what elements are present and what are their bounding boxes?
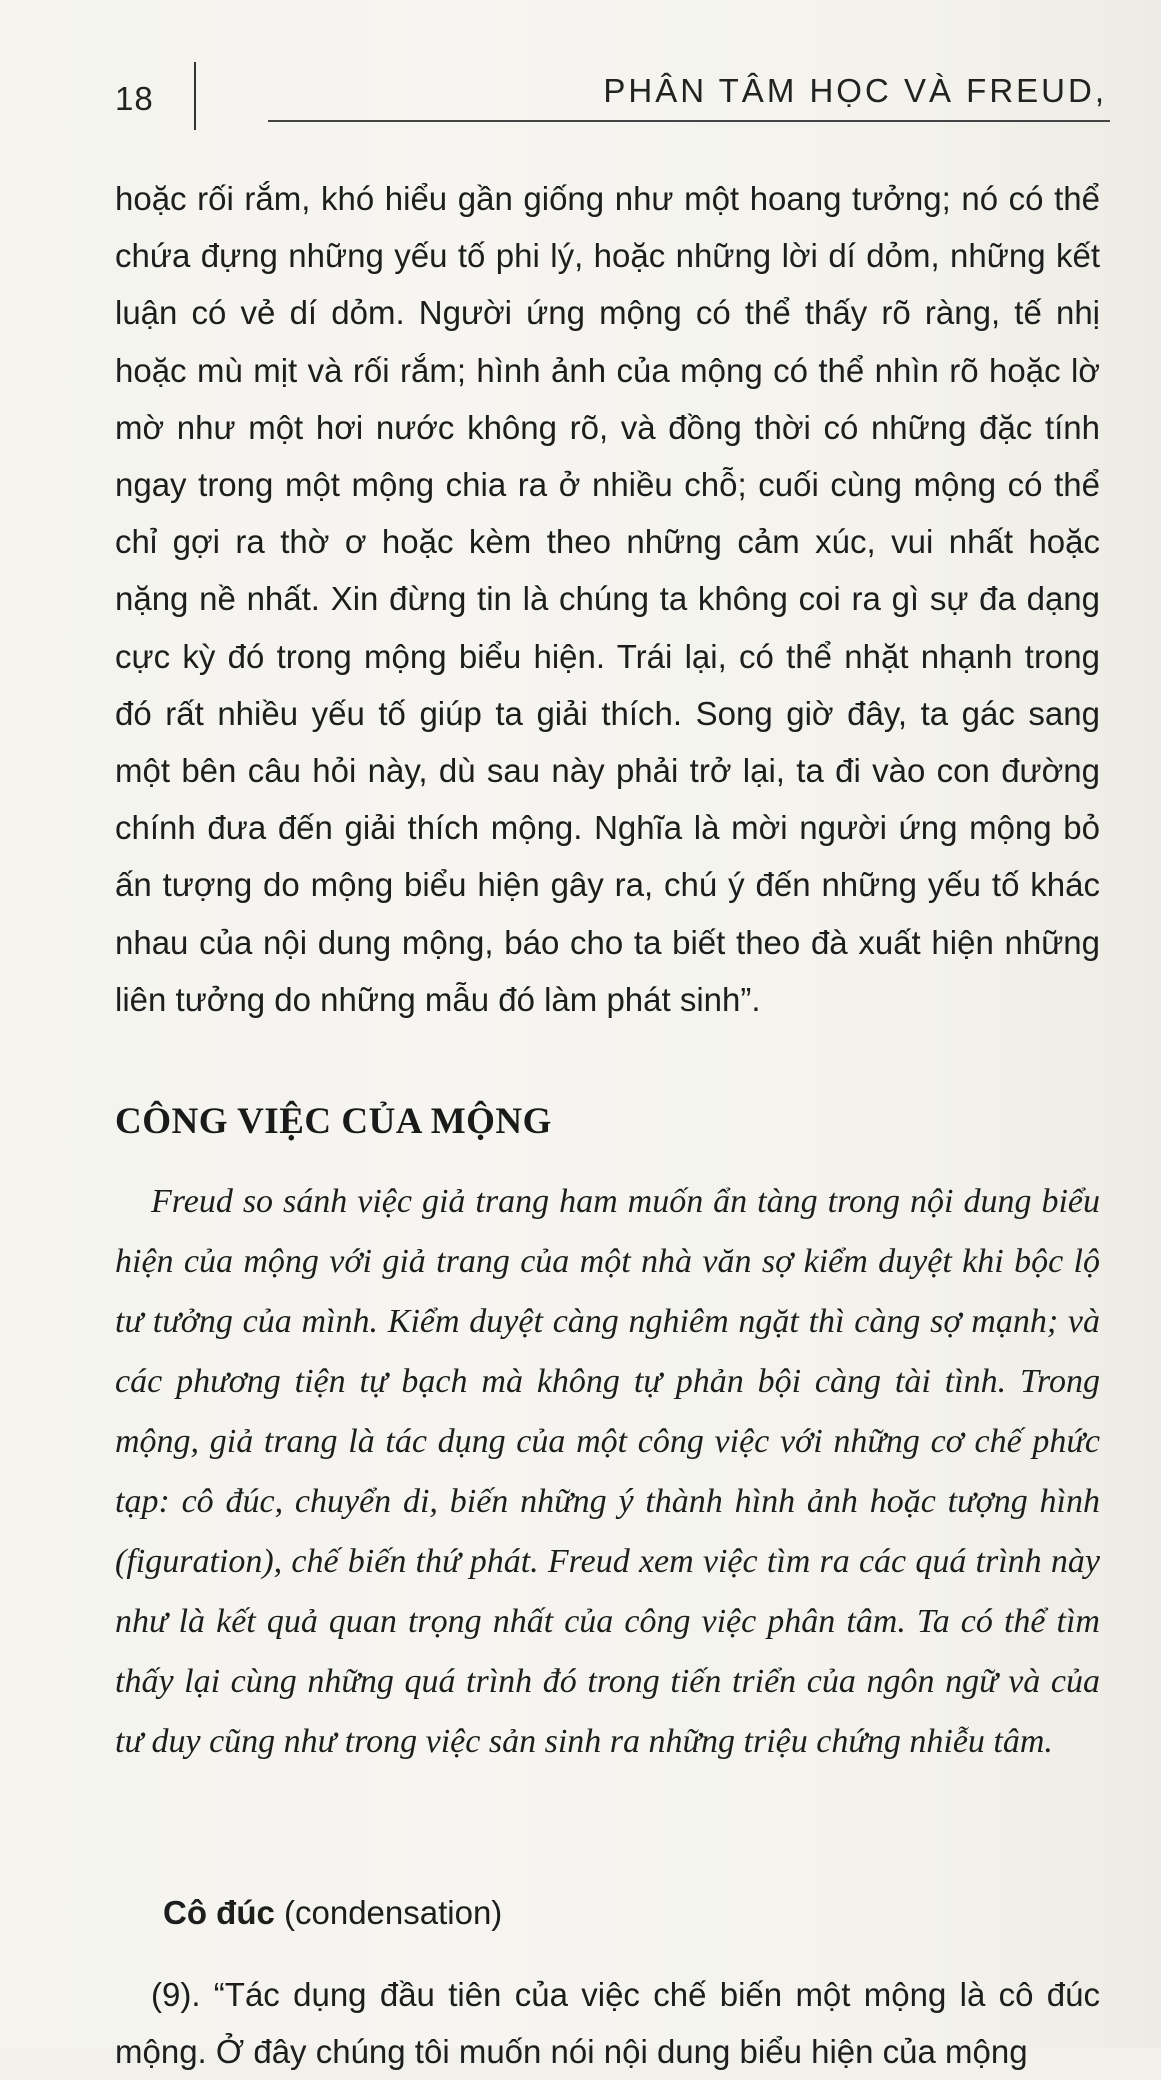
page-header (0, 0, 1161, 140)
page-number: 18 (115, 80, 154, 117)
quote-paragraph: (9). “Tác dụng đầu tiên của việc chế biến một mộng là cô đúc mộng. Ở đây chúng tôi muốn nói nội dung biểu hiện của mộng (115, 1976, 1100, 2070)
header-divider (194, 62, 196, 130)
opening-paragraph: hoặc rối rắm, khó hiểu gần giống như một hoang tưởng; nó có thể chứa đựng những yếu tố phi lý, hoặc những lời dí dỏm, những kết luận có vẻ dí dỏm. Người ứng mộng có thể thấy rõ ràng, tế nhị hoặc mù mịt và rối rắm; hình ảnh của mộng có thể nhìn rõ hoặc lờ mờ như một hơi nước không rõ, và đồng thời có những đặc tính ngay trong một mộng chia ra ở nhiều chỗ; cuối cùng mộng có thể chỉ gợi ra thờ ơ hoặc kèm theo những cảm xúc, vui nhất hoặc nặng nề nhất. Xin đừng tin là chúng ta không coi ra gì sự đa dạng cực kỳ đó trong mộng biểu hiện. Trái lại, có thể nhặt nhạnh trong đó rất nhiều yếu tố giúp ta giải thích. Song giờ đây, ta gác sang một bên câu hỏi này, dù sau này phải trở lại, ta đi vào con đường chính đưa đến giải thích mộng. Nghĩa là mời người ứng mộng bỏ ấn tượng do mộng biểu hiện gây ra, chú ý đến những yếu tố khác nhau của nội dung mộng, báo cho ta biết theo đà xuất hiện những liên tưởng do những mẫu đó làm phát sinh”. (115, 180, 1100, 1018)
header-rule (268, 120, 1110, 122)
section-heading: CÔNG VIỆC CỦA MỘNG (115, 1101, 552, 1142)
subheading-gloss: (condensation) (274, 1894, 503, 1931)
subheading (163, 1894, 502, 1932)
section-intro: Freud so sánh việc giả trang ham muốn ẩn tàng trong nội dung biểu hiện của mộng với giả trang của một nhà văn sợ kiểm duyệt khi bộc lộ tư tưởng của mình. Kiểm duyệt càng nghiêm ngặt thì càng sợ mạnh; và các phương tiện tự bạch mà không tự phản bội càng tài tình. Trong mộng, giả trang là tác dụng của một công việc với những cơ chế phức tạp: cô đúc, chuyển di, biến những ý thành hình ảnh hoặc tượng hình (figuration), chế biến thứ phát. Freud xem việc tìm ra các quá trình này như là kết quả quan trọng nhất của công việc phân tâm. Ta có thể tìm thấy lại cùng những quá trình đó trong tiến triển của ngôn ngữ và của tư duy cũng như trong việc sản sinh ra những triệu chứng nhiễu tâm. (115, 1183, 1100, 1760)
running-title: PHÂN TÂM HỌC VÀ FREUD, (603, 72, 1107, 109)
page-content (115, 170, 1100, 2070)
subheading-term: Cô đúc (163, 1894, 275, 1931)
